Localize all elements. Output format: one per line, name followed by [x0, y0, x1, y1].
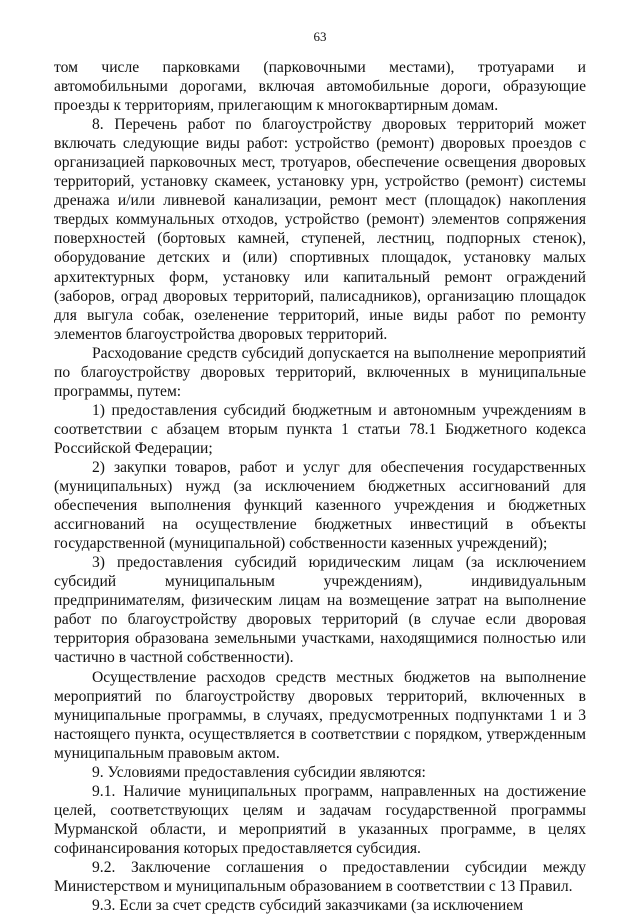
page-number: 63 — [313, 29, 327, 44]
paragraph-item-9-3: 9.3. Если за счет средств субсидий заказчиками (за исключением — [92, 897, 524, 915]
paragraph-item-9-2: 9.2. Заключение соглашения о предоставлении субсидии между Министерством и муниципальным образованием в соответствии с 13 Правил. — [54, 858, 586, 896]
paragraph-spending-intro: Расходование средств субсидий допускается на выполнение мероприятий по благоустройству дворовых территорий, включенных в муниципальные программы, путем: — [54, 344, 586, 400]
paragraph-continuation: том числе парковками (парковочными местами), тротуарами и автомобильными дорогами, включая автомобильные дороги, образующие проезды к территориям, прилегающим к многоквартирным домам. — [54, 59, 586, 115]
paragraph-item-9: 9. Условиями предоставления субсидии являются: — [92, 763, 426, 781]
paragraph-item-9-1: 9.1. Наличие муниципальных программ, направленных на достижение целей, соответствующих целям и задачам государственной программы Мурманской области, и мероприятий в указанных программе, в целях софинансирования которых предоставляется субсидия. — [54, 782, 586, 857]
paragraph-local-budget-spending: Осуществление расходов средств местных бюджетов на выполнение мероприятий по благоустройству дворовых территорий, включенных в муниципальные программы, в случаях, предусмотренных подпунктами 1 и 3 настоящего пункта, осуществляется в соответствии с порядком, утвержденным муниципальным правовым актом. — [54, 668, 586, 762]
paragraph-subitem-1: 1) предоставления субсидий бюджетным и автономным учреждениям в соответствии с абзацем вторым пункта 1 статьи 78.1 Бюджетного кодекса Российской Федерации; — [54, 401, 586, 457]
paragraph-subitem-3: 3) предоставления субсидий юридическим лицам (за исключением субсидий муниципальным учреждениям), индивидуальным предпринимателям, физическим лицам на возмещение затрат на выполнение работ по благоустройству дворовых территорий (в случае если дворовая территория образована земельными участками, находящимися полностью или частично в частной собственности). — [54, 554, 586, 667]
document-body — [54, 58, 586, 915]
paragraph-item-8: 8. Перечень работ по благоустройству дворовых территорий может включать следующие виды работ: устройство (ремонт) дворовых проездов с организацией парковочных мест, тротуаров, обеспечение освещения дворовых территорий, установку скамеек, установку урн, устройство (ремонт) системы дренажа и/или ливневой канализации, ремонт мест (площадок) накопления твердых коммунальных отходов, устройство (ремонт) элементов сопряжения поверхностей (бортовых камней, ступеней, лестниц, подпорных стенок), оборудование детских и (или) спортивных площадок, установку малых архитектурных форм, установку или капитальный ремонт ограждений (заборов, оград дворовых территорий, палисадников), организацию площадок для выгула собак, озеленение территорий, иные виды работ по ремонту элементов благоустройства дворовых территорий. — [54, 116, 586, 343]
paragraph-subitem-2: 2) закупки товаров, работ и услуг для обеспечения государственных (муниципальных) нужд (за исключением бюджетных ассигнований для обеспечения выполнения функций казенного учреждения и бюджетных ассигнований на осуществление бюджетных инвестиций в объекты государственной (муниципальной) собственности казенных учреждений); — [54, 458, 586, 553]
